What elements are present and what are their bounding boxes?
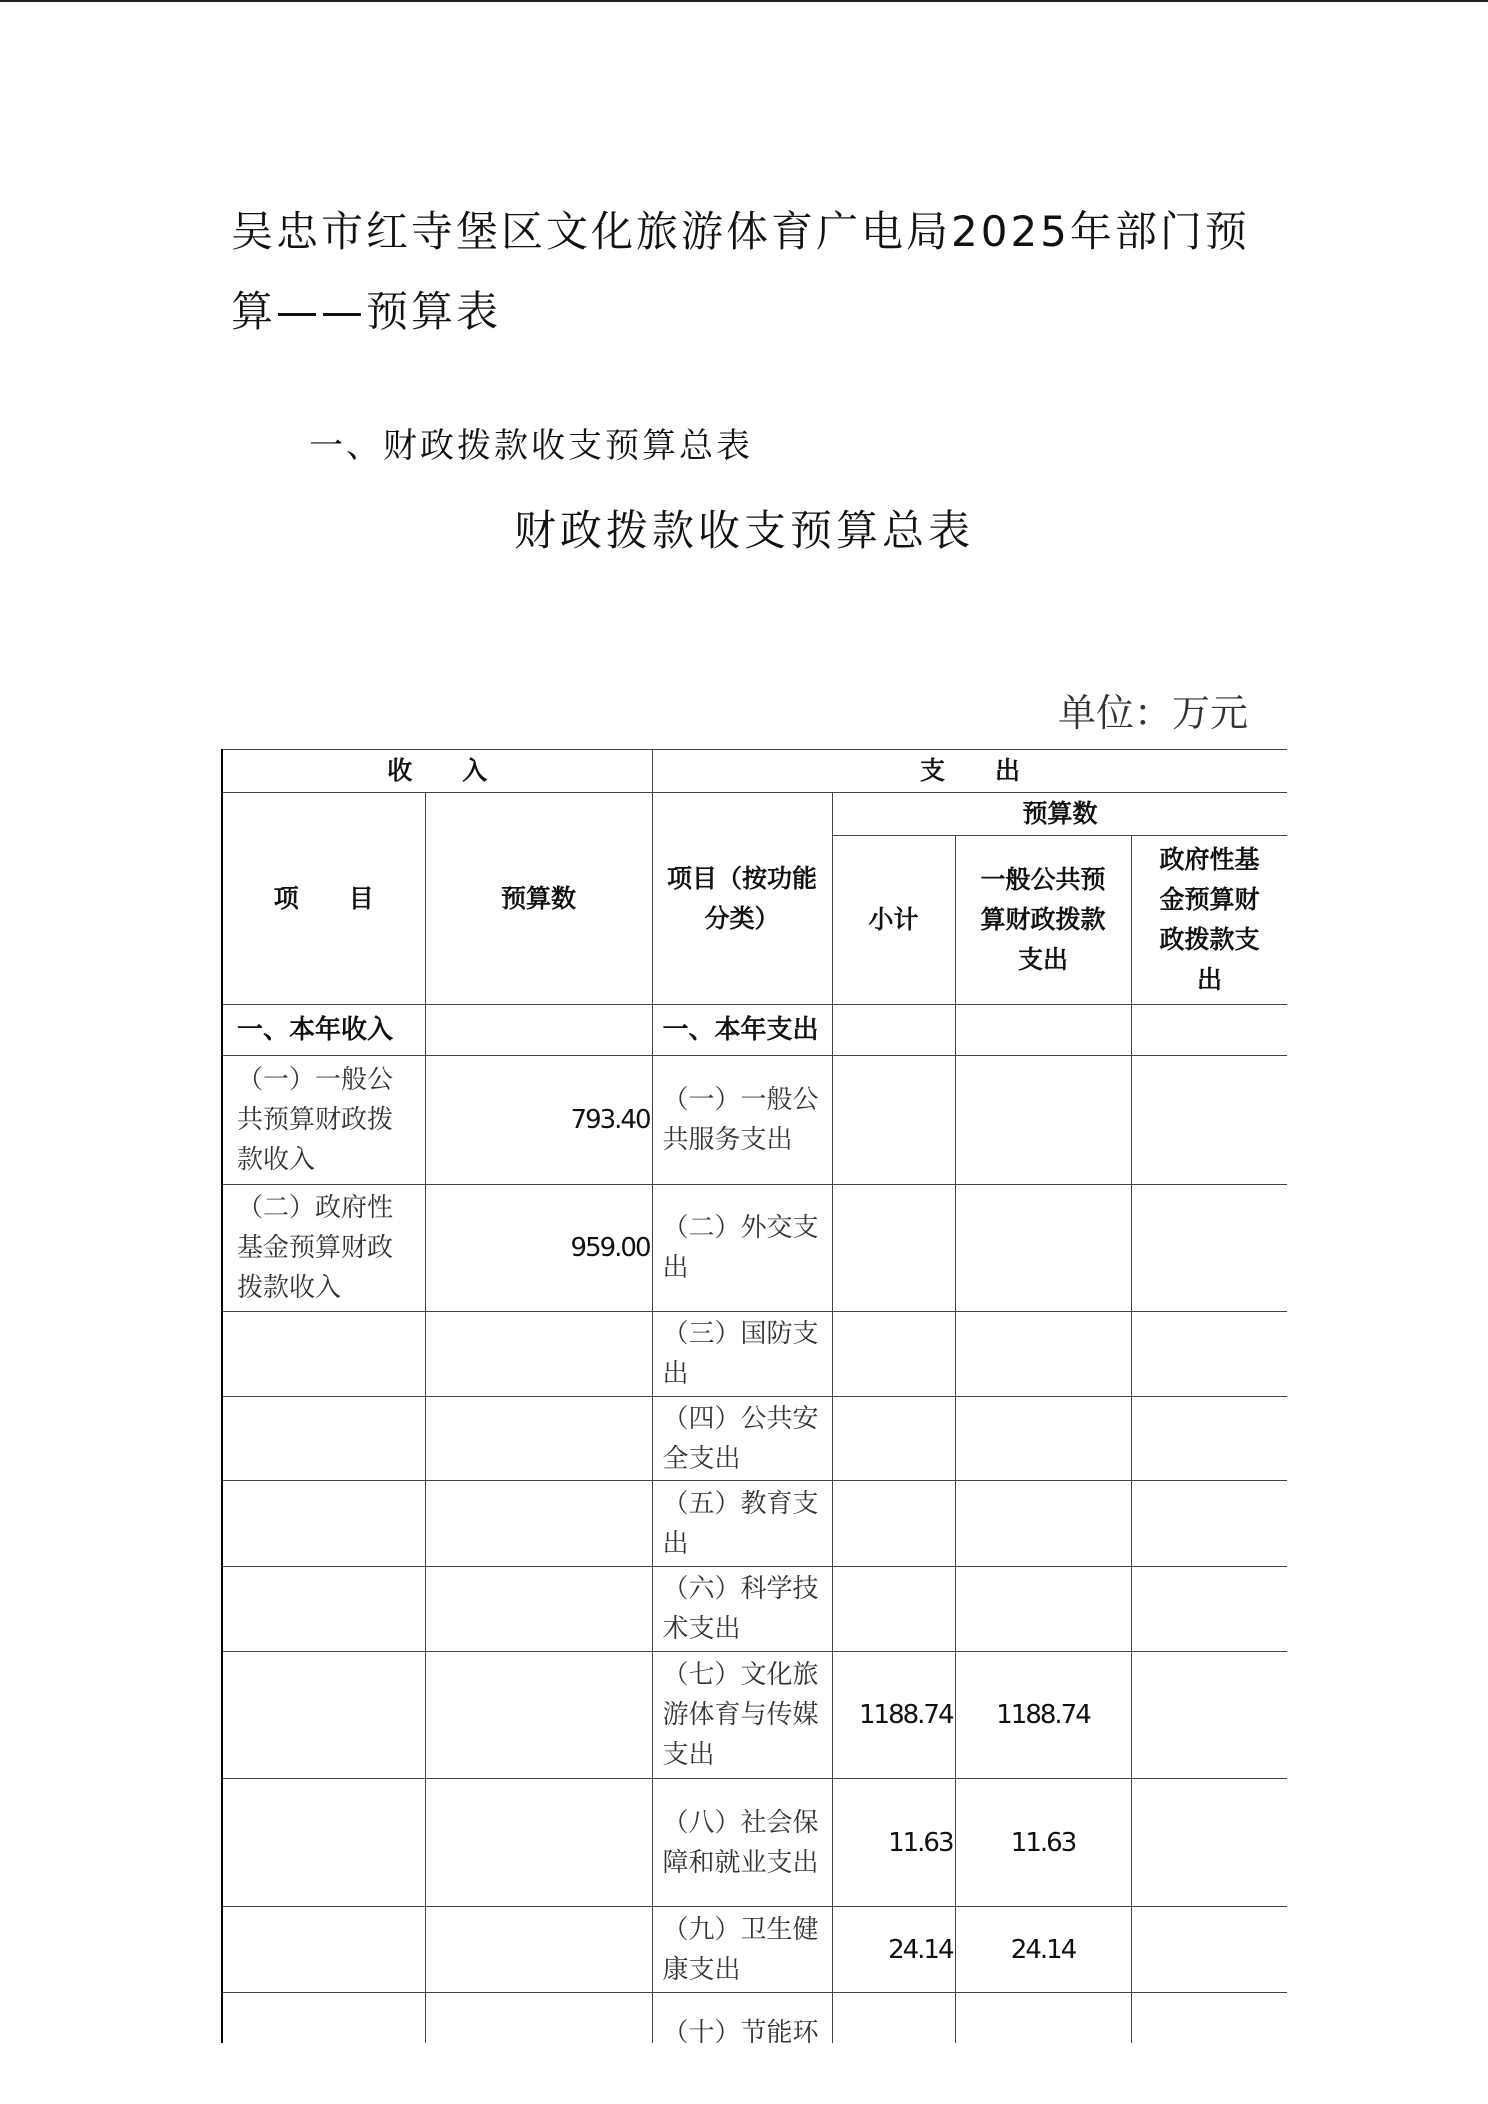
income-amount-cell (425, 1907, 652, 1993)
col-fund-header: 政府性基金预算财政拨款支出 (1131, 836, 1287, 1005)
col-budget-header: 预算数 (425, 793, 652, 1005)
fund-budget-cell (1131, 1907, 1287, 1993)
general-budget-cell (955, 1567, 1131, 1652)
section-heading: 一、财政拨款收支预算总表 (309, 426, 753, 466)
income-item-cell: 一、本年收入 (222, 1005, 425, 1056)
fund-budget-cell (1131, 1312, 1287, 1397)
income-amount-cell (425, 1481, 652, 1567)
expense-item-cell: （十）节能环 (652, 1993, 832, 2044)
general-budget-cell (955, 1185, 1131, 1312)
col-general-header: 一般公共预算财政拨款支出 (955, 836, 1131, 1005)
income-item-cell (222, 1779, 425, 1907)
fund-budget-cell (1131, 1652, 1287, 1779)
expense-item-cell: 一、本年支出 (652, 1005, 832, 1056)
general-budget-cell (955, 1056, 1131, 1185)
table-row (222, 1481, 1287, 1567)
expense-header: 支 出 (652, 750, 1287, 793)
expense-item-cell: （三）国防支出 (652, 1312, 832, 1397)
expense-item-cell: （七）文化旅游体育与传媒支出 (652, 1652, 832, 1779)
subtotal-cell: 24.14 (832, 1907, 955, 1993)
expense-item-cell: （六）科学技术支出 (652, 1567, 832, 1652)
income-item-cell (222, 1481, 425, 1567)
table-row (222, 1907, 1287, 1993)
col-subtotal-header: 小计 (832, 836, 955, 1005)
table-row (222, 1567, 1287, 1652)
general-budget-cell (955, 1312, 1131, 1397)
general-budget-cell (955, 1005, 1131, 1056)
income-item-cell (222, 1567, 425, 1652)
expense-item-cell: （九）卫生健康支出 (652, 1907, 832, 1993)
fund-budget-cell (1131, 1056, 1287, 1185)
general-budget-cell (955, 1397, 1131, 1481)
table-row (222, 1005, 1287, 1056)
fund-budget-cell (1131, 1481, 1287, 1567)
subtotal-cell (832, 1056, 955, 1185)
income-amount-cell (425, 1567, 652, 1652)
expense-item-cell: （五）教育支出 (652, 1481, 832, 1567)
table-title (0, 498, 1488, 558)
expense-item-cell: （一）一般公共服务支出 (652, 1056, 832, 1185)
table-row (222, 1779, 1287, 1907)
income-item-cell: （一）一般公共预算财政拨款收入 (222, 1056, 425, 1185)
subtotal-cell (832, 1993, 955, 2044)
unit-label: 单位：万元 (1057, 691, 1248, 735)
income-item-cell (222, 1652, 425, 1779)
fund-budget-cell (1131, 1779, 1287, 1907)
budget-table-container (221, 749, 1287, 2043)
page-top-border (0, 0, 1488, 2)
general-budget-cell: 1188.74 (955, 1652, 1131, 1779)
subtotal-cell (832, 1481, 955, 1567)
income-amount-cell: 959.00 (425, 1185, 652, 1312)
income-amount-cell (425, 1652, 652, 1779)
income-amount-cell (425, 1312, 652, 1397)
subtotal-cell (832, 1185, 955, 1312)
general-budget-cell: 11.63 (955, 1779, 1131, 1907)
subtotal-cell (832, 1312, 955, 1397)
income-amount-cell (425, 1397, 652, 1481)
expense-item-cell: （八）社会保障和就业支出 (652, 1779, 832, 1907)
col-budget-group-header: 预算数 (832, 793, 1287, 836)
table-body (222, 1005, 1287, 2044)
fund-budget-cell (1131, 1005, 1287, 1056)
table-title-text: 财政拨款收支预算总表 (513, 506, 974, 555)
expense-item-cell: （二）外交支出 (652, 1185, 832, 1312)
income-amount-cell (425, 1005, 652, 1056)
budget-table (221, 749, 1287, 2043)
income-header: 收 入 (222, 750, 652, 793)
subtotal-cell (832, 1397, 955, 1481)
table-row (222, 1652, 1287, 1779)
general-budget-cell (955, 1481, 1131, 1567)
income-item-cell (222, 1993, 425, 2044)
col-item-header: 项 目 (222, 793, 425, 1005)
income-item-cell: （二）政府性基金预算财政拨款收入 (222, 1185, 425, 1312)
document-title: 吴忠市红寺堡区文化旅游体育广电局2025年部门预算——预算表 (231, 207, 1250, 336)
fund-budget-cell (1131, 1185, 1287, 1312)
table-row (222, 1056, 1287, 1185)
expense-item-cell: （四）公共安全支出 (652, 1397, 832, 1481)
general-budget-cell (955, 1993, 1131, 2044)
fund-budget-cell (1131, 1397, 1287, 1481)
income-item-cell (222, 1312, 425, 1397)
table-row (222, 1185, 1287, 1312)
income-item-cell (222, 1907, 425, 1993)
income-amount-cell (425, 1779, 652, 1907)
table-row (222, 1993, 1287, 2044)
general-budget-cell: 24.14 (955, 1907, 1131, 1993)
income-amount-cell (425, 1993, 652, 2044)
subtotal-cell: 1188.74 (832, 1652, 955, 1779)
income-item-cell (222, 1397, 425, 1481)
subtotal-cell: 11.63 (832, 1779, 955, 1907)
fund-budget-cell (1131, 1567, 1287, 1652)
subtotal-cell (832, 1567, 955, 1652)
income-amount-cell: 793.40 (425, 1056, 652, 1185)
fund-budget-cell (1131, 1993, 1287, 2044)
subtotal-cell (832, 1005, 955, 1056)
table-row (222, 1397, 1287, 1481)
table-row (222, 1312, 1287, 1397)
col-func-item-header: 项目（按功能分类） (652, 793, 832, 1005)
